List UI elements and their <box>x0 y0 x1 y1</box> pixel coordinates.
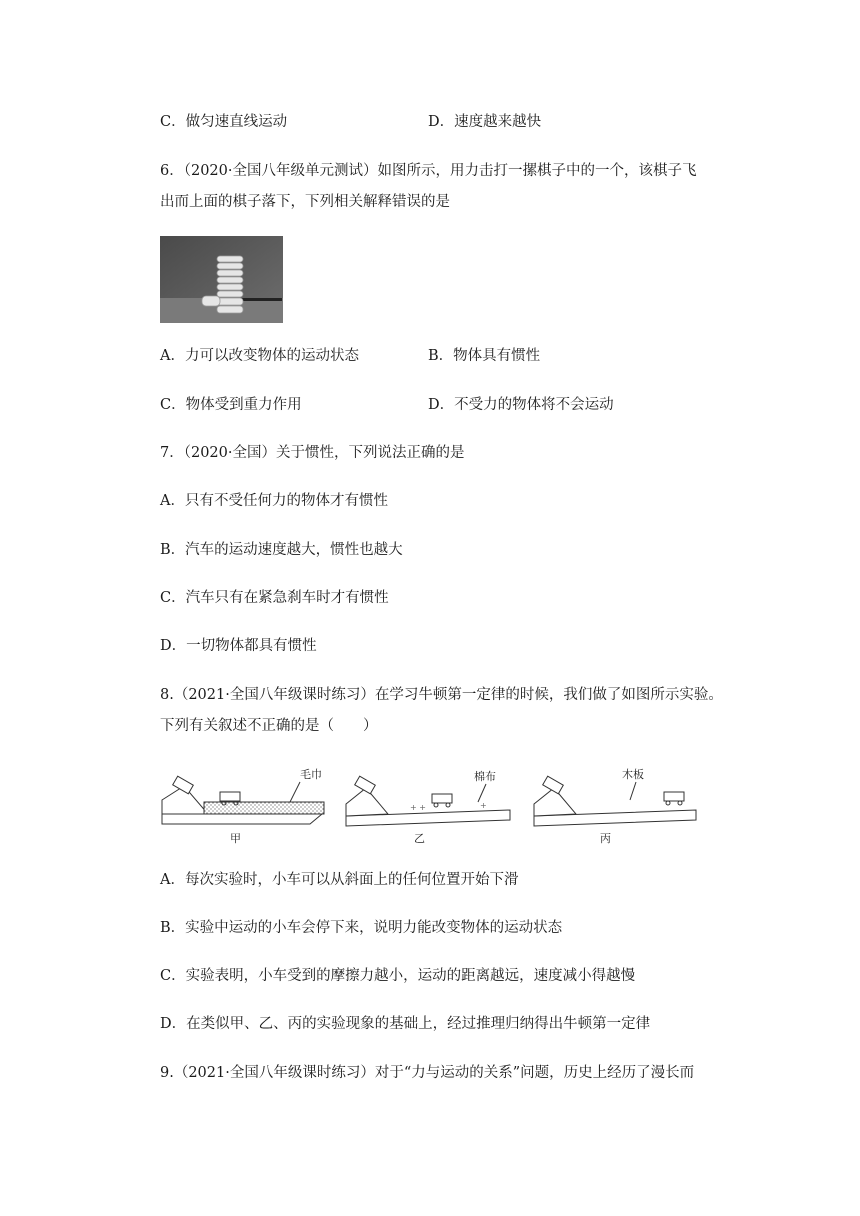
caption-a: 甲 <box>230 832 241 845</box>
q8-option-a: A．每次实验时，小车可以从斜面上的任何位置开始下滑 <box>160 872 519 888</box>
newton-experiment-figure <box>160 766 700 846</box>
q5-option-d: D．速度越来越快 <box>428 114 542 130</box>
q7-stem: 7．（2020·全国）关于惯性，下列说法正确的是 <box>160 445 465 461</box>
caption-c: 丙 <box>600 832 611 845</box>
q8-option-b: B．实验中运动的小车会停下来，说明力能改变物体的运动状态 <box>160 920 563 936</box>
q9-stem-line1: 9.（2021·全国八年级课时练习）对于“力与运动的关系”问题，历史上经历了漫长而 <box>160 1065 695 1081</box>
label-towel: 毛巾 <box>300 768 322 781</box>
q8-stem-line2: 下列有关叙述不正确的是（ ） <box>160 718 378 734</box>
q5-option-c: C．做匀速直线运动 <box>160 114 288 130</box>
q7-option-c: C．汽车只有在紧急刹车时才有惯性 <box>160 590 389 606</box>
q7-option-d: D．一切物体都具有惯性 <box>160 638 317 654</box>
setup-cotton <box>346 776 510 826</box>
q8-stem-line1: 8.（2021·全国八年级课时练习）在学习牛顿第一定律的时候，我们做了如图所示实验。 <box>160 687 723 703</box>
svg-text:+ +: + + <box>410 803 426 812</box>
q7-option-b: B．汽车的运动速度越大，惯性也越大 <box>160 542 403 558</box>
q6-option-a: A．力可以改变物体的运动状态 <box>160 348 359 364</box>
q8-option-d: D．在类似甲、乙、丙的实验现象的基础上，经过推理归纳得出牛顿第一定律 <box>160 1016 651 1032</box>
q6-stem-line1: 6．（2020·全国八年级单元测试）如图所示，用力击打一摞棋子中的一个，该棋子飞 <box>160 163 697 179</box>
q6-option-c: C．物体受到重力作用 <box>160 397 302 413</box>
label-board: 木板 <box>622 768 644 781</box>
chess-stack-photo <box>160 236 283 323</box>
q8-option-c: C．实验表明，小车受到的摩擦力越小，运动的距离越远，速度减小得越慢 <box>160 968 636 984</box>
setup-towel <box>162 776 324 824</box>
q6-stem-line2: 出而上面的棋子落下，下列相关解释错误的是 <box>160 194 450 210</box>
caption-b: 乙 <box>414 832 425 845</box>
svg-text:+: + <box>480 801 487 810</box>
q6-option-b: B．物体具有惯性 <box>428 348 541 364</box>
q7-option-a: A．只有不受任何力的物体才有惯性 <box>160 493 388 509</box>
setup-board <box>534 776 696 826</box>
q6-option-d: D．不受力的物体将不会运动 <box>428 397 614 413</box>
label-cotton: 棉布 <box>474 770 496 783</box>
